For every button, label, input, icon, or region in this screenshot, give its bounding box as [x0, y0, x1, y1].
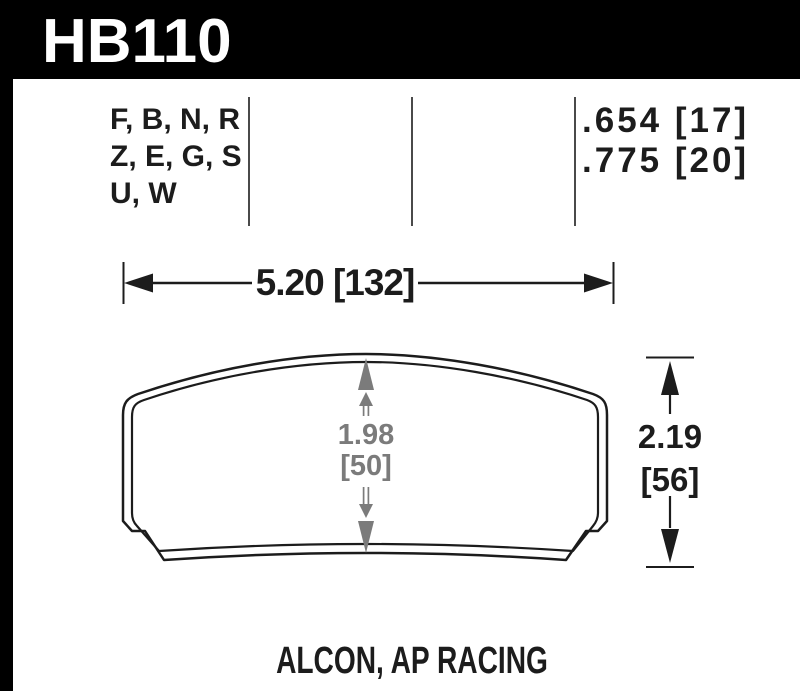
spec-divider-1 — [248, 97, 250, 226]
pad-thickness-line1: .654 [17] — [582, 101, 750, 140]
overall-height-value: 2.19 — [637, 418, 703, 455]
pad-thickness-line2: .775 [20] — [582, 141, 750, 180]
overall-height-metric: [56] — [640, 461, 700, 498]
caliper-applications: ALCON, AP RACING — [276, 640, 548, 682]
part-number: HB110 — [42, 7, 232, 76]
compound-codes-line3: U, W — [110, 177, 177, 210]
compound-codes-line2: Z, E, G, S — [110, 140, 242, 173]
compound-codes-line1: F, B, N, R — [110, 103, 241, 136]
width-dimension-label: 5.20 [132] — [255, 262, 415, 303]
center-height-metric: [50] — [340, 450, 392, 482]
pad-thickness-values — [582, 101, 749, 181]
spec-divider-3 — [574, 97, 576, 226]
center-height-value: 1.98 — [337, 419, 395, 451]
spec-divider-2 — [411, 97, 413, 226]
compound-codes — [110, 101, 242, 212]
